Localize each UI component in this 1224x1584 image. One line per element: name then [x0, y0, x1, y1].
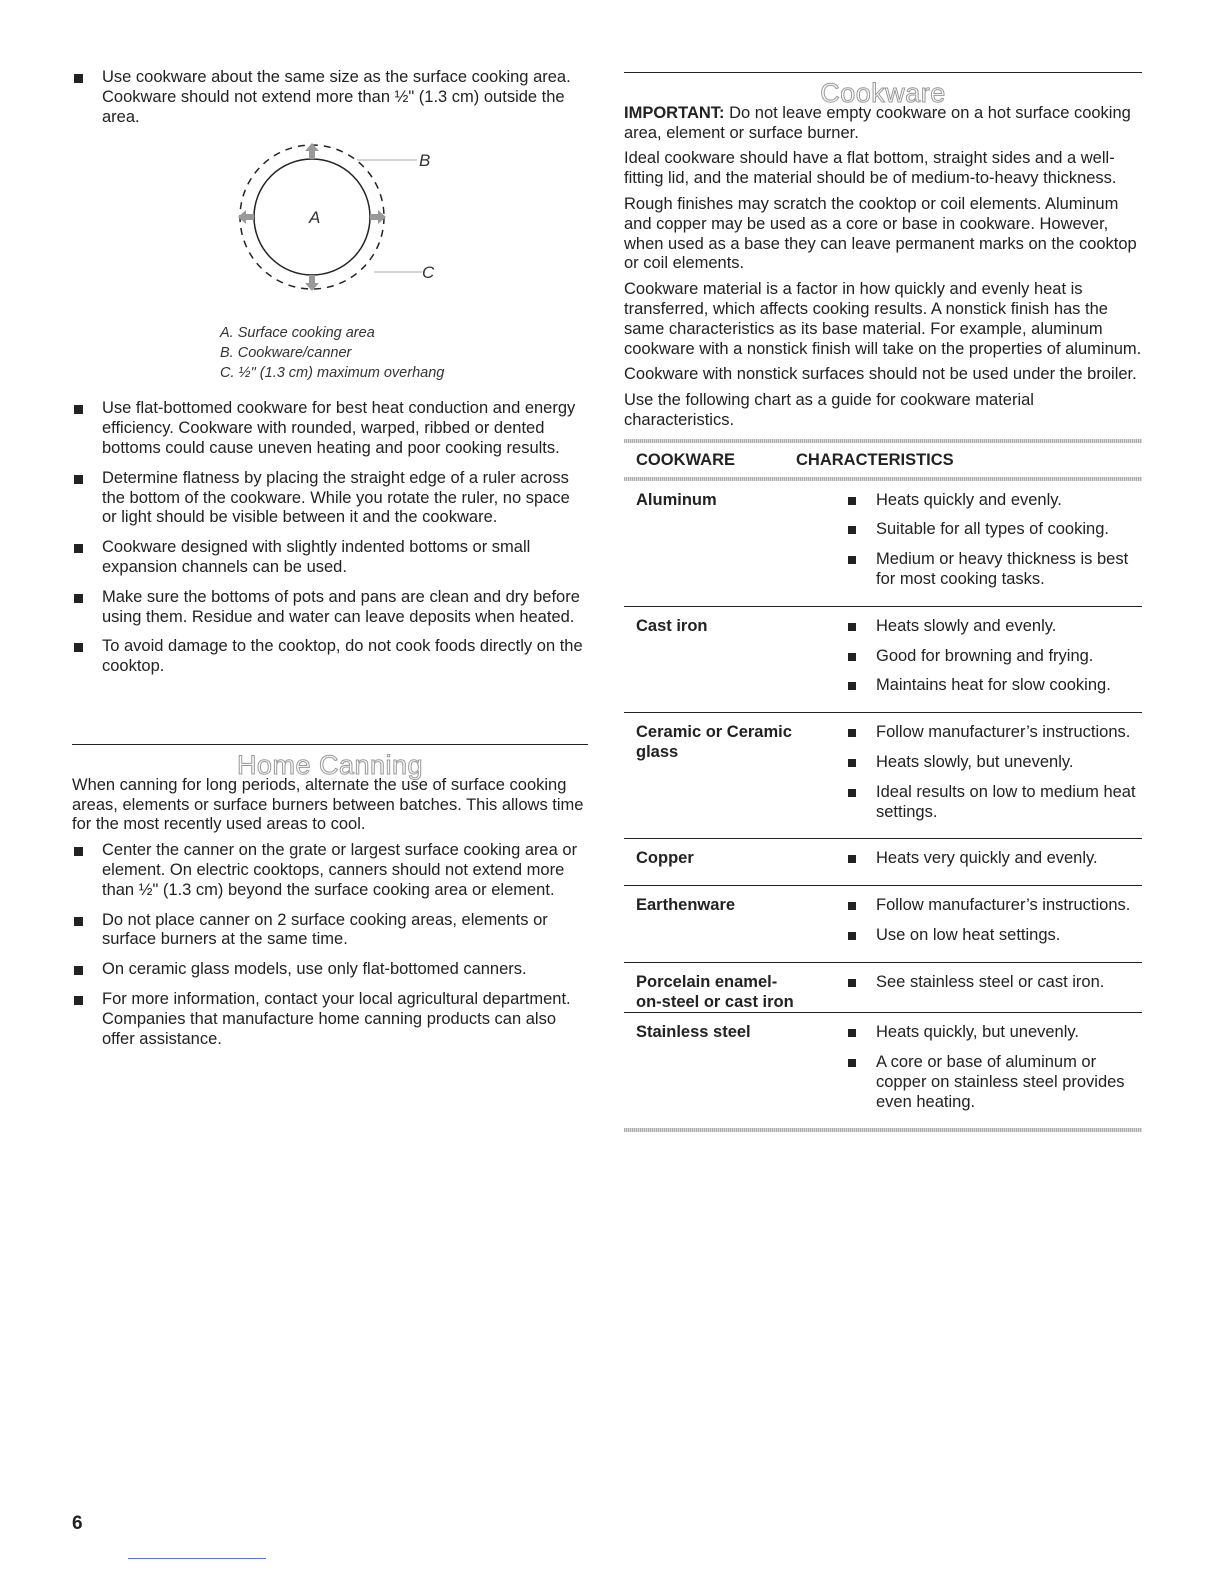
cookware-name: Porcelain enamel-on-steel or cast iron	[636, 972, 794, 1011]
characteristic-item: Maintains heat for slow cooking.	[846, 676, 1142, 696]
section-heading: Home Canning	[236, 750, 424, 780]
important-text: Do not leave empty cookware on a hot surface cooking area, element or surface burner.	[624, 103, 1131, 142]
caption: A. Surface cooking area	[220, 325, 375, 342]
header-cookware: COOKWARE	[636, 450, 735, 469]
paragraph: Ideal cookware should have a flat bottom, straight sides and a well-fitting lid, and the material should be of medium-to-heavy thickness.	[624, 149, 1117, 188]
paragraph: Use the following chart as a guide for cookware material characteristics.	[624, 391, 1034, 429]
cookware-name: Aluminum	[636, 490, 717, 509]
characteristic-item: A core or base of aluminum or copper on stainless steel provides even heating.	[846, 1053, 1142, 1112]
caption: B. Cookware/canner	[220, 345, 352, 362]
cookware-name: Copper	[636, 849, 694, 868]
characteristics-cell	[846, 839, 1142, 886]
divider	[624, 72, 1142, 73]
cookware-name: Stainless steel	[636, 1023, 751, 1042]
bullet-item: Center the canner on the grate or largest surface cooking area or element. On electric cooktops, canners should not extend more than ½" (1.3 cm) beyond the surface cooking area or element.	[72, 841, 588, 900]
footer-line	[128, 1558, 266, 1559]
paragraph: Cookware with nonstick surfaces should not be used under the broiler.	[624, 365, 1137, 384]
cookware-section	[624, 78, 1142, 1132]
cookware-name: Cast iron	[636, 616, 708, 635]
table-row	[624, 713, 1142, 839]
characteristics-cell	[846, 481, 1142, 607]
characteristics-cell	[846, 713, 1142, 839]
bullet-item: On ceramic glass models, use only flat-bottomed canners.	[72, 960, 588, 980]
bullet-item: Use cookware about the same size as the surface cooking area. Cookware should not extend more than ½" (1.3 cm) outside the area.	[72, 68, 588, 127]
label-b: B	[419, 151, 431, 171]
section-heading: Cookware	[820, 78, 946, 108]
page-number: 6	[72, 1513, 83, 1534]
table-row	[624, 839, 1142, 886]
characteristic-item: Heats quickly and evenly.	[846, 491, 1142, 511]
characteristics-cell	[846, 1013, 1142, 1129]
table-row	[624, 481, 1142, 607]
characteristic-item: Ideal results on low to medium heat settings.	[846, 783, 1142, 823]
paragraph: Rough finishes may scratch the cooktop or coil elements. Aluminum and copper may be used as a core or base in cookware. However, when used as a base they can leave permanent marks on the cooktop or coil elements.	[624, 194, 1137, 273]
table-row	[624, 962, 1142, 1013]
paragraph: When canning for long periods, alternate the use of surface cooking areas, elements or surface burners between batches. This allows time for the most recently used areas to cool.	[72, 775, 584, 834]
characteristic-item: Suitable for all types of cooking.	[846, 520, 1142, 540]
cookware-size-diagram	[72, 137, 588, 327]
characteristic-item: Use on low heat settings.	[846, 926, 1142, 946]
label-a: A	[309, 208, 321, 228]
characteristic-item: Heats very quickly and evenly.	[846, 849, 1142, 869]
home-canning-section	[72, 750, 588, 1059]
divider	[72, 744, 588, 745]
important-label: IMPORTANT:	[624, 103, 725, 122]
characteristic-item: Heats quickly, but unevenly.	[846, 1023, 1142, 1043]
table-row	[624, 606, 1142, 712]
table-bottom-rule	[624, 1128, 1142, 1132]
table-row	[624, 1013, 1142, 1129]
left-column	[72, 68, 588, 687]
characteristics-cell	[846, 886, 1142, 963]
cookware-name: Ceramic or Ceramic glass	[636, 723, 792, 761]
bullet-item: Determine flatness by placing the straight edge of a ruler across the bottom of the cookware. While you rotate the ruler, no space or light should be visible between it and the cookware.	[72, 469, 588, 528]
paragraph: Cookware material is a factor in how quickly and evenly heat is transferred, which affects cooking results. A nonstick finish has the same characteristics as its base material. For example, aluminum cookware with a nonstick finish will take on the properties of aluminum.	[624, 280, 1142, 358]
bullet-item: To avoid damage to the cooktop, do not cook foods directly on the cooktop.	[72, 637, 588, 677]
table-header	[624, 443, 1142, 477]
characteristic-item: Follow manufacturer’s instructions.	[846, 723, 1142, 743]
characteristic-item: Heats slowly and evenly.	[846, 617, 1142, 637]
caption: C. ½" (1.3 cm) maximum overhang	[220, 365, 445, 382]
bullet-item: Use flat-bottomed cookware for best heat conduction and energy efficiency. Cookware with rounded, warped, ribbed or dented bottoms could cause uneven heating and poor cooking results.	[72, 399, 588, 458]
characteristic-item: Heats slowly, but unevenly.	[846, 753, 1142, 773]
label-c: C	[422, 263, 435, 283]
characteristic-item: See stainless steel or cast iron.	[846, 973, 1142, 993]
characteristic-item: Follow manufacturer’s instructions.	[846, 896, 1142, 916]
characteristics-cell	[846, 962, 1142, 1013]
characteristics-cell	[846, 606, 1142, 712]
bullet-item: For more information, contact your local agricultural department. Companies that manufacture home canning products can also offer assistance.	[72, 990, 588, 1049]
bullet-item: Do not place canner on 2 surface cooking areas, elements or surface burners at the same time.	[72, 911, 588, 951]
characteristic-item: Good for browning and frying.	[846, 647, 1142, 667]
cookware-table	[624, 481, 1142, 1129]
important-note	[624, 104, 1142, 144]
characteristic-item: Medium or heavy thickness is best for most cooking tasks.	[846, 550, 1142, 590]
cookware-name: Earthenware	[636, 896, 736, 915]
bullet-item: Cookware designed with slightly indented bottoms or small expansion channels can be used.	[72, 538, 588, 578]
table-row	[624, 886, 1142, 963]
header-characteristics: CHARACTERISTICS	[796, 450, 954, 469]
bullet-item: Make sure the bottoms of pots and pans are clean and dry before using them. Residue and water can leave deposits when heated.	[72, 588, 588, 628]
diagram-captions	[72, 323, 588, 383]
